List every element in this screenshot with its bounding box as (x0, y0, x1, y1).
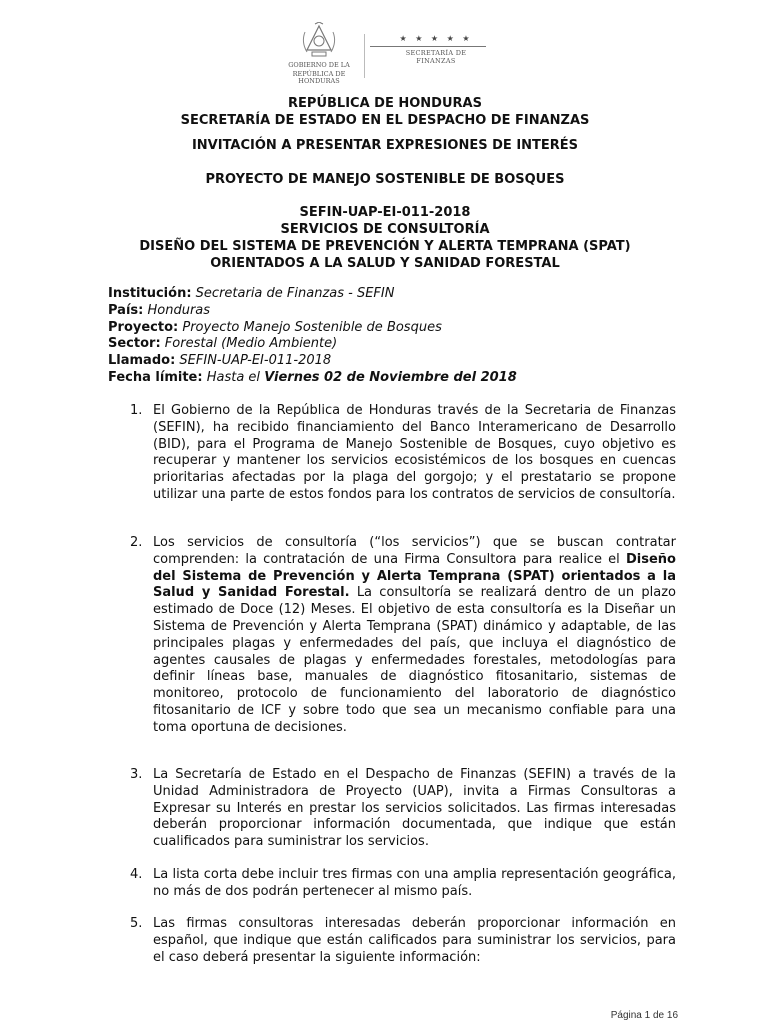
ministry-name: SECRETARÍA DE FINANZAS (405, 49, 467, 65)
title-block-2 (0, 204, 770, 272)
info-llamado: Llamado: SEFIN-UAP-EI-011-2018 (108, 353, 332, 369)
list-item-text: Las firmas consultoras interesadas deberán proporcionar información en español, que indique que están calificados para suministrar los servicios, para el caso deberá presentar la siguiente información: (153, 916, 676, 965)
title-reference: SEFIN-UAP-EI-011-2018 (299, 205, 471, 220)
info-fecha-limite: Fecha límite: Hasta el Viernes 02 de Noviembre del 2018 (108, 369, 517, 385)
list-item-number: 5. (130, 916, 143, 931)
list-item-text: La lista corta debe incluir tres firmas con una amplia representación geográfica, no más de dos podrán pertenecer al mismo país. (153, 867, 676, 899)
title-invitacion: INVITACIÓN A PRESENTAR EXPRESIONES DE INTERÉS (191, 138, 579, 153)
title-orientados: ORIENTADOS A LA SALUD Y SANIDAD FORESTAL (210, 256, 560, 271)
logo-caption-1: GOBIERNO DE LA (288, 61, 350, 69)
info-block (108, 286, 517, 387)
info-proyecto: Proyecto: Proyecto Manejo Sostenible de Bosques (108, 319, 442, 335)
logo-rule (370, 46, 486, 47)
logo-caption-2: REPÚBLICA DE HONDURAS (292, 70, 346, 85)
title-diseno: DISEÑO DEL SISTEMA DE PREVENCIÓN Y ALERTA TEMPRANA (SPAT) (139, 239, 631, 254)
government-logo (276, 22, 362, 85)
stars-icon: ★ ★ ★ ★ ★ (399, 34, 473, 43)
info-sector: Sector: Forestal (Medio Ambiente) (108, 336, 338, 352)
info-pais: País: Honduras (108, 302, 211, 318)
list-item-number: 1. (130, 403, 143, 418)
list-item-text: Los servicios de consultoría (“los servicios”) que se buscan contratar comprenden: la contratación de una Firma Consultora para realice el Diseño del Sistema de Prevención y Alerta Temprana (SPAT) orientados a la Salud y Sanidad Forestal. La consultoría se realizará dentro de un plazo estimado de Doce (12) Meses. El objetivo de esta consultoría es la Diseñar un Sistema de Prevención y Alerta Temprana (SPAT) dinámico y adaptable, de las principales plagas y enfermedades del país, que incluya el diagnóstico de agentes causales de plagas y enfermedades forestales, metodologías para definir líneas base, manuales de diagnóstico fitosanitario, sistemas de monitoreo, protocolo de funcionamiento del laboratorio de diagnóstico fitosanitario de ICF y sobre todo que sea un mecanismo confiable para una toma oportuna de decisiones. (153, 535, 676, 735)
info-institucion: Institución: Secretaria de Finanzas - SEFIN (108, 286, 395, 301)
list-item-number: 2. (130, 535, 143, 550)
finance-ministry-logo (370, 34, 486, 65)
title-block-1 (0, 95, 770, 129)
list-item-number: 3. (130, 767, 143, 782)
page-number: Página 1 de 16 (610, 1010, 678, 1021)
list-item-bold-text: Diseño del Sistema de Prevención y Alerta Temprana (SPAT) orientados a la Salud y Sanidad Forestal. (153, 551, 676, 601)
title-republica: REPÚBLICA DE HONDURAS (288, 96, 482, 111)
title-servicios: SERVICIOS DE CONSULTORÍA (280, 222, 490, 237)
title-proyecto: PROYECTO DE MANEJO SOSTENIBLE DE BOSQUES (205, 172, 565, 187)
coat-of-arms-icon (297, 22, 341, 60)
list-item-text: El Gobierno de la República de Honduras través de la Secretaria de Finanzas (SEFIN), ha recibido financiamiento del Banco Interamericano de Desarrollo (BID), para el Programa de Manejo Sostenible de Bosques, cuyo objetivo es recuperar y mantener los servicios ecosistémicos de los bosques en cuencas prioritarias afectadas por la plaga del gorgojo; y el prestatario se propone utilizar una parte de estos fondos para los contratos de servicios de consultoría. (153, 403, 676, 502)
title-secretaria: SECRETARÍA DE ESTADO EN EL DESPACHO DE FINANZAS (180, 113, 590, 128)
logo-divider (364, 34, 365, 78)
list-item-text: La Secretaría de Estado en el Despacho de Finanzas (SEFIN) a través de la Unidad Administradora de Proyecto (UAP), invita a Firmas Consultoras a Expresar su Interés en prestar los servicios solicitados. Las firmas interesadas deberán proporcionar información documentada, que indique que están cualificados para suministrar los servicios. (153, 767, 676, 850)
list-item-number: 4. (130, 867, 143, 882)
